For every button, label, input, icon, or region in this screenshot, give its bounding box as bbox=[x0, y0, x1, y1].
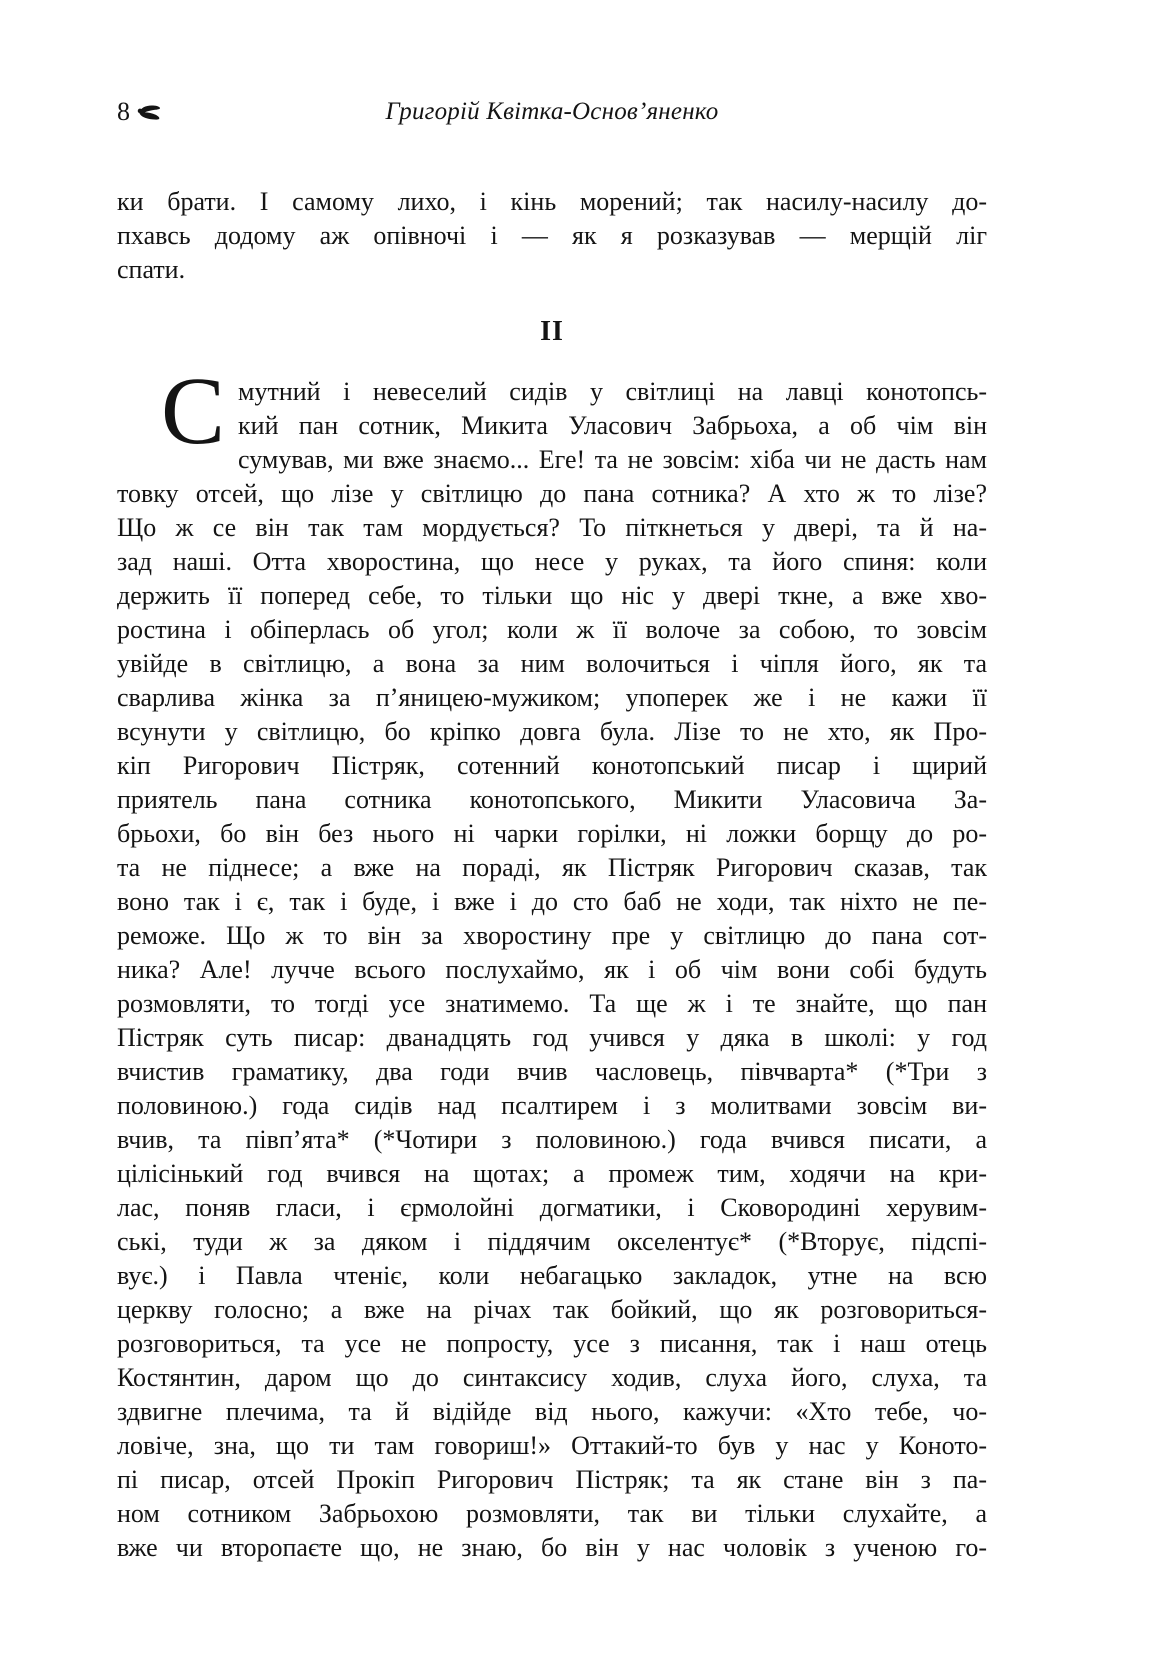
text-line: держить її поперед себе, то тільки що ніс у двері ткне, а вже хво- bbox=[117, 581, 987, 610]
text-line: кий пан сотник, Микита Уласович Забрьоха, а об чім він bbox=[238, 411, 987, 440]
text-line: мутний і невеселий сидів у світлиці на лавці конотопсь- bbox=[238, 377, 987, 406]
text-line: розмовляти, то тогді усе знатимемо. Та ще ж і те знайте, що пан bbox=[117, 989, 987, 1018]
text-line: вує.) і Павла чтеніє, коли небагацько закладок, утне на всю bbox=[117, 1261, 987, 1290]
text-line: половиною.) года сидів над псалтирем і з молитвами зовсім ви- bbox=[117, 1091, 987, 1120]
text-line: розговориться, та усе не попросту, усе з писання, так і наш отець bbox=[117, 1329, 987, 1358]
text-block bbox=[117, 185, 987, 1565]
text-line: воно так і є, так і буде, і вже і до сто баб не ходи, так ніхто не пе- bbox=[117, 887, 987, 916]
text-line: Що ж се він так там мордується? То піткнеться у двері, та й на- bbox=[117, 513, 987, 542]
text-line: увійде в світлицю, а вона за ним волочиться і чіпля його, як та bbox=[117, 649, 987, 678]
text-line: приятель пана сотника конотопського, Микити Уласовича За- bbox=[117, 785, 987, 814]
text-line: сумував, ми вже знаємо... Еге! та не зовсім: хіба чи не дасть нам bbox=[238, 445, 987, 474]
text-line: лас, поняв гласи, і єрмолойні догматики, і Сковородині херувим- bbox=[117, 1193, 987, 1222]
text-line: ловіче, зна, що ти там говориш!» Оттакий-то був у нас у Коното- bbox=[117, 1431, 987, 1460]
text-line: Костянтин, даром що до синтаксису ходив, слуха його, слуха, та bbox=[117, 1363, 987, 1392]
paragraph-continuation bbox=[117, 185, 987, 253]
text-line: вже чи второпаєте що, не знаю, бо він у нас чоловік з ученою го- bbox=[117, 1533, 987, 1562]
text-line: ном сотником Забрьохою розмовляти, так ви тільки слухайте, а bbox=[117, 1499, 987, 1528]
text-line: пі писар, отсей Прокіп Ригорович Пістряк; та як стане він з па- bbox=[117, 1465, 987, 1494]
text-line: ки брати. І самому лихо, і кінь морений; так насилу-насилу до- bbox=[117, 187, 987, 216]
text-line: церкву голосно; а вже на річах так бойкий, що як розговориться- bbox=[117, 1295, 987, 1324]
text-line: брьохи, бо він без нього ні чарки горілки, ні ложки борщу до ро- bbox=[117, 819, 987, 848]
running-head bbox=[117, 95, 987, 129]
running-title: Григорій Квітка-Основ’яненко bbox=[385, 98, 719, 125]
text-line: сварлива жінка за п’яницею-мужиком; упоперек же і не кажи її bbox=[117, 683, 987, 712]
text-line: ростина і обіперлась об угол; коли ж її волоче за собою, то зовсім bbox=[117, 615, 987, 644]
text-line: ника? Але! лучче всього послухаймо, як і об чім вони собі будуть bbox=[117, 955, 987, 984]
text-line: цілісінький год вчився на щотах; а промеж тим, ходячи на кри- bbox=[117, 1159, 987, 1188]
chapter-heading: II bbox=[540, 316, 564, 347]
text-line: пхавсь додому аж опівночі і — як я розказував — мерщій ліг bbox=[117, 221, 987, 250]
text-line: вчив, та півп’ята* (*Чотири з половиною.) года вчився писати, а bbox=[117, 1125, 987, 1154]
text-line: вчистив граматику, два годи вчив часловець, півчварта* (*Три з bbox=[117, 1057, 987, 1086]
text-line: Пістряк суть писар: дванадцять год учився у дяка в школі: у год bbox=[117, 1023, 987, 1052]
text-line: зад наші. Отта хворостина, що несе у руках, та його спиня: коли bbox=[117, 547, 987, 576]
text-line: товку отсей, що лізе у світлицю до пана сотника? А хто ж то лізе? bbox=[117, 479, 987, 508]
text-line: всунути у світлицю, бо кріпко довга була. Лізе то не хто, як Про- bbox=[117, 717, 987, 746]
paragraph-last-line: спати. bbox=[117, 255, 186, 284]
chapter-opening-paragraph bbox=[117, 357, 987, 1565]
page-number-text: 8 bbox=[117, 97, 130, 126]
text-line: здвигне плечима, та й відійде від нього, кажучи: «Хто тебе, чо- bbox=[117, 1397, 987, 1426]
text-line: та не піднесе; а вже на пораді, як Пістряк Ригорович сказав, так bbox=[117, 853, 987, 882]
text-line: кіп Ригорович Пістряк, сотенний конотопський писар і щирий bbox=[117, 751, 987, 780]
text-line: реможе. Що ж то він за хворостину пре у світлицю до пана сот- bbox=[117, 921, 987, 950]
drop-cap-letter: С bbox=[161, 357, 226, 464]
text-line: ські, туди ж за дяком і піддячим окселентує* (*Вторує, підспі- bbox=[117, 1227, 987, 1256]
